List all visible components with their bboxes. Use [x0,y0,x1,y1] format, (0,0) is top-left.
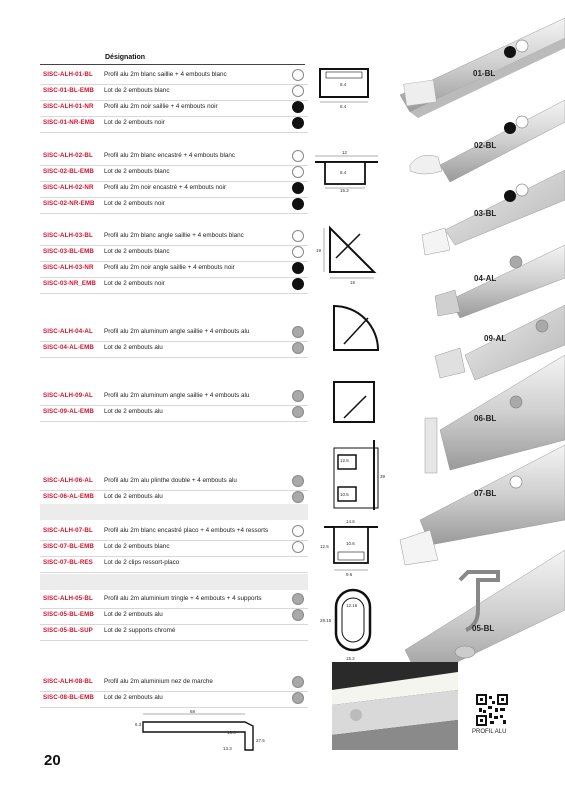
product-ref: SISC-08-BL-EMB [43,694,94,701]
svg-text:13.3: 13.3 [227,730,236,735]
product-ref: SISC-ALH-02-NR [43,184,94,191]
row-separator [40,574,308,590]
svg-text:15.2: 15.2 [346,656,355,661]
color-swatch-icon [292,609,304,621]
svg-text:15: 15 [350,280,356,285]
product-description: Lot de 2 supports chromé [104,627,176,634]
section-06 [334,440,386,510]
color-swatch-icon [292,676,304,688]
product-description: Profil alu 2m blanc angle saillie + 4 embouts blanc [104,232,244,239]
table-row [40,624,308,641]
product-description: Profil alu 2m aluminium nez de marche [104,678,213,685]
tag-01-bl: 01-BL [473,69,496,78]
svg-text:13.3: 13.3 [223,746,232,751]
color-swatch-icon [292,475,304,487]
product-ref: SISC-ALH-04-AL [43,328,93,335]
tag-09-al: 09-AL [484,334,507,343]
section-04 [334,306,378,350]
product-description: Profil alu 2m noir encastré + 4 embouts noir [104,184,226,191]
product-ref: SISC-ALH-05-BL [43,595,93,602]
tag-04-al: 04-AL [474,274,497,283]
product-description: Profil alu 2m aluminium tringle + 4 embouts + 4 supports [104,595,262,602]
product-ref: SISC-ALH-08-BL [43,678,93,685]
product-description: Profil alu 2m alu plinthe double + 4 embouts alu [104,477,237,484]
product-description: Lot de 2 embouts blanc [104,543,170,550]
product-ref: SISC-02-NR-EMB [43,200,95,207]
product-description: Lot de 2 embouts alu [104,408,163,415]
color-swatch-icon [292,150,304,162]
profile-illustrations [310,0,565,800]
product-ref: SISC-ALH-01-NR [43,103,94,110]
page-number: 20 [44,752,61,769]
product-ref: SISC-07-BL-EMB [43,543,94,550]
color-swatch-icon [292,406,304,418]
color-swatch-icon [292,85,304,97]
svg-text:10.6: 10.6 [346,541,355,546]
table-row [40,277,308,294]
section-05 [320,590,370,661]
color-swatch-icon [292,198,304,210]
stair-photo [332,662,458,750]
product-description: Lot de 2 embouts alu [104,344,163,351]
svg-text:19: 19 [316,248,322,253]
color-swatch-icon [292,390,304,402]
tag-07-bl: 07-BL [474,489,497,498]
table-row [40,68,308,85]
svg-text:6.3: 6.3 [135,722,142,727]
table-row [40,229,308,246]
table-row [40,675,308,692]
product-description: Profil alu 2m noir angle saillie + 4 embouts noir [104,264,235,271]
product-description: Lot de 2 embouts blanc [104,248,170,255]
product-ref: SISC-09-AL-EMB [43,408,94,415]
product-ref: SISC-02-BL-EMB [43,168,94,175]
table-row [40,389,308,406]
color-swatch-icon [292,491,304,503]
product-ref: SISC-03-NR_EMB [43,280,96,287]
product-description: Lot de 2 embouts blanc [104,168,170,175]
tag-02-bl: 02-BL [474,141,497,150]
table-row [40,474,308,491]
qr-code [476,694,508,726]
svg-text:29.15: 29.15 [320,618,332,623]
table-row [40,181,308,198]
product-description: Lot de 2 embouts noir [104,200,165,207]
color-swatch-icon [292,101,304,113]
product-description: Lot de 2 embouts alu [104,611,163,618]
product-ref: SISC-ALH-03-BL [43,232,93,239]
table-row [40,592,308,609]
designation-header: Désignation [105,54,146,61]
qr-label: PROFIL ALU [472,729,507,735]
product-ref: SISC-ALH-07-BL [43,527,93,534]
header-rule [40,64,305,65]
table-row [40,84,308,101]
product-description: Profil alu 2m blanc encastré placo + 4 embouts +4 ressorts [104,527,269,534]
color-swatch-icon [292,182,304,194]
section-03 [316,228,374,285]
tag-05-bl: 05-BL [472,624,495,633]
color-swatch-icon [292,278,304,290]
svg-text:14.6: 14.6 [346,519,355,524]
product-ref: SISC-05-BL-EMB [43,611,94,618]
table-row [40,405,308,422]
product-ref: SISC-01-BL-EMB [43,87,94,94]
section-02 [315,150,378,193]
table-row [40,556,308,573]
product-ref: SISC-04-AL-EMB [43,344,94,351]
tag-06-bl: 06-BL [474,414,497,423]
color-swatch-icon [292,525,304,537]
color-swatch-icon [292,230,304,242]
table-row [40,524,308,541]
table-row [40,608,308,625]
color-swatch-icon [292,342,304,354]
product-ref: SISC-ALH-02-BL [43,152,93,159]
table-row [40,197,308,214]
product-ref: SISC-01-NR-EMB [43,119,95,126]
product-ref: SISC-ALH-06-AL [43,477,93,484]
svg-text:15.2: 15.2 [340,188,349,193]
table-row [40,245,308,262]
svg-text:12.5: 12.5 [320,544,329,549]
table-row [40,100,308,117]
color-swatch-icon [292,246,304,258]
tag-03-bl: 03-BL [474,209,497,218]
table-row [40,325,308,342]
table-row [40,116,308,133]
svg-text:12: 12 [342,150,348,155]
table-row [40,261,308,278]
product-description: Lot de 2 clips ressort-placo [104,559,180,566]
rail-01 [400,18,565,118]
rail-05 [405,550,565,680]
product-ref: SISC-ALH-01-BL [43,71,93,78]
section-08 [135,706,265,756]
color-swatch-icon [292,69,304,81]
svg-text:9.6: 9.6 [346,572,353,577]
product-description: Lot de 2 embouts blanc [104,87,170,94]
svg-text:8.4: 8.4 [340,82,347,87]
color-swatch-icon [292,326,304,338]
color-swatch-icon [292,541,304,553]
product-ref: SISC-07-BL-RES [43,559,93,566]
section-01 [320,69,368,109]
svg-text:39: 39 [380,474,386,479]
product-description: Lot de 2 embouts noir [104,280,165,287]
product-ref: SISC-06-AL-EMB [43,493,94,500]
product-ref: SISC-03-BL-EMB [43,248,94,255]
product-ref: SISC-ALH-09-AL [43,392,93,399]
color-swatch-icon [292,117,304,129]
svg-text:27.5: 27.5 [256,738,265,743]
table-row [40,165,308,182]
product-description: Profil alu 2m blanc saillie + 4 embouts blanc [104,71,227,78]
svg-text:8.4: 8.4 [340,170,347,175]
color-swatch-icon [292,166,304,178]
svg-text:68: 68 [190,709,196,714]
product-description: Profil alu 2m aluminum angle saillie + 4 embouts alu [104,392,250,399]
table-row [40,540,308,557]
svg-text:12.5: 12.5 [340,458,349,463]
color-swatch-icon [292,692,304,704]
table-row [40,341,308,358]
section-09 [334,382,374,422]
product-ref: SISC-05-BL-SUP [43,627,93,634]
product-description: Profil alu 2m aluminum angle saillie + 4 embouts alu [104,328,250,335]
product-description: Profil alu 2m blanc encastré + 4 embouts blanc [104,152,236,159]
product-description: Lot de 2 embouts noir [104,119,165,126]
svg-text:8.4: 8.4 [340,104,347,109]
product-description: Profil alu 2m noir saillie + 4 embouts noir [104,103,218,110]
color-swatch-icon [292,262,304,274]
product-description: Lot de 2 embouts alu [104,694,163,701]
product-description: Lot de 2 embouts alu [104,493,163,500]
row-separator [40,504,308,520]
product-ref: SISC-ALH-03-NR [43,264,94,271]
section-07 [320,519,378,577]
svg-text:10.5: 10.5 [340,492,349,497]
color-swatch-icon [292,593,304,605]
rail-04 [435,245,565,318]
svg-text:12.16: 12.16 [346,603,358,608]
table-row [40,149,308,166]
